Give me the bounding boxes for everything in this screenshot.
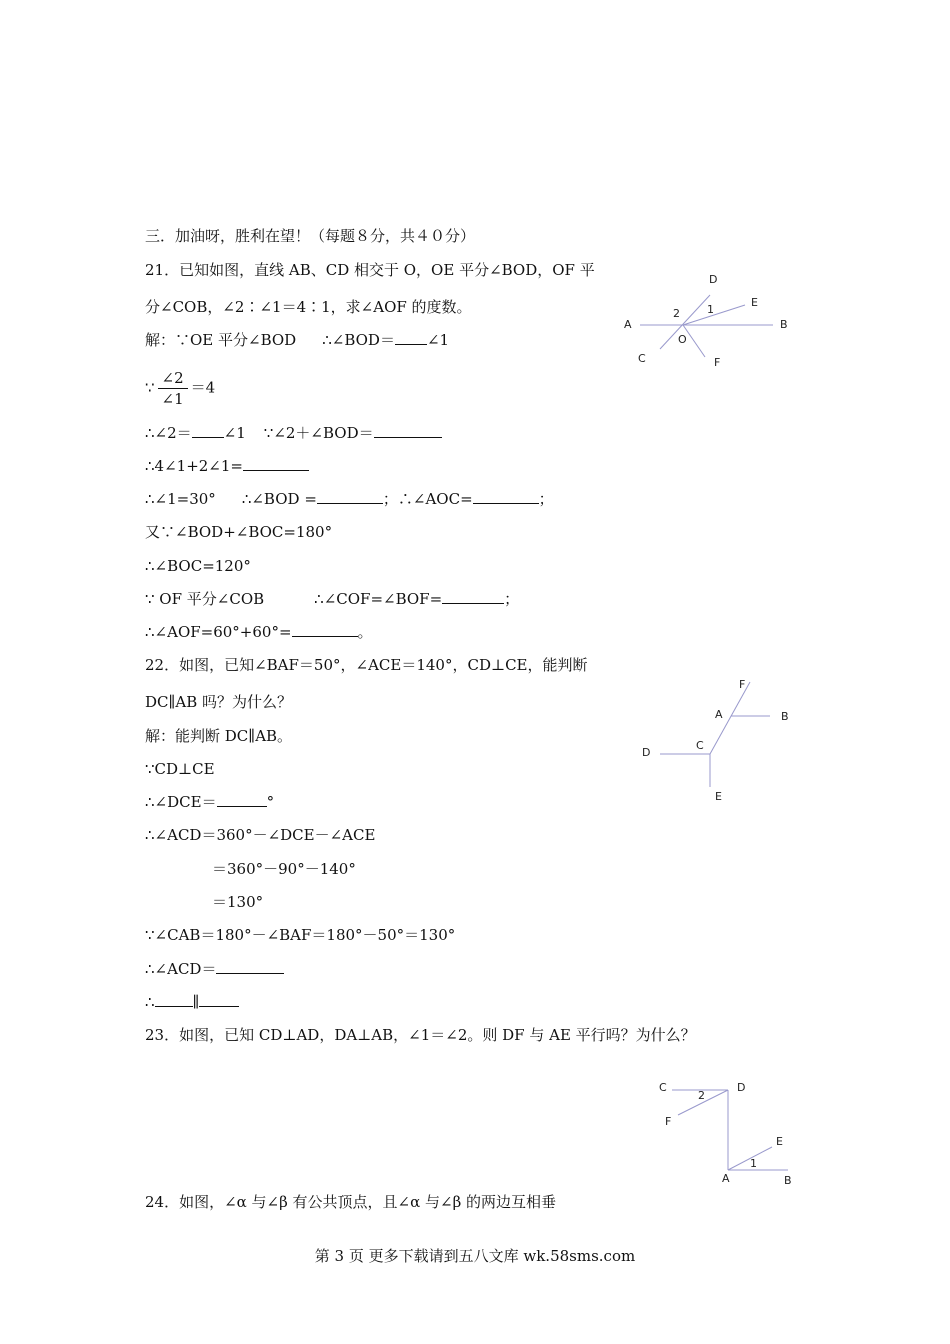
q23-figure	[650, 1075, 800, 1190]
label-e: E	[776, 1135, 783, 1148]
q22-sol9b: ∥	[192, 993, 200, 1011]
q22-solution-3	[145, 792, 274, 812]
q22-solution-6: ＝130°	[212, 893, 264, 911]
q21-sol8a: ∵ OF 平分∠COB	[145, 590, 265, 608]
label-d: D	[709, 273, 718, 286]
label-c: C	[638, 352, 646, 365]
answer-blank[interactable]	[395, 330, 427, 345]
label-f: F	[739, 678, 746, 691]
answer-blank[interactable]	[473, 489, 539, 504]
q21-solution-4	[145, 456, 309, 476]
q21-sol9a: ∴∠AOF=60°+60°=	[145, 623, 292, 641]
q22-solution-4: ∴∠ACD＝360°－∠DCE－∠ACE	[145, 826, 376, 844]
label-a: A	[722, 1172, 730, 1185]
answer-blank[interactable]	[155, 992, 193, 1007]
answer-blank[interactable]	[216, 959, 284, 974]
q21-sol9b: 。	[357, 623, 373, 641]
q21-sol5d: ；	[538, 490, 554, 508]
answer-blank[interactable]	[442, 589, 504, 604]
answer-blank[interactable]	[199, 992, 239, 1007]
q23-text-line1: 23．如图，已知 CD⊥AD，DA⊥AB，∠1＝∠2。则 DF 与 AE 平行吗？为什么？	[145, 1026, 696, 1044]
q22-solution-5: ＝360°－90°－140°	[212, 860, 356, 878]
q21-solution-1	[145, 330, 449, 350]
label-c: C	[659, 1081, 667, 1094]
answer-blank[interactable]	[217, 792, 267, 807]
q21-sol3b: ∠1	[223, 424, 246, 442]
q22-text-line2: DC∥AB 吗？为什么？	[145, 693, 293, 711]
q22-sol3a: ∴∠DCE＝	[145, 793, 217, 811]
q21-sol1c: ∠1	[426, 331, 450, 349]
q22-solution-8	[145, 959, 284, 979]
label-angle-2: 2	[698, 1089, 705, 1102]
q21-solution-8	[145, 589, 519, 609]
q21-sol4: ∴4∠1+2∠1=	[145, 457, 243, 475]
q22-solution-9	[145, 992, 239, 1012]
q21-sol1a: 解：∵OE 平分∠BOD	[145, 331, 297, 349]
label-e: E	[751, 296, 758, 309]
q22-solution-2: ∵CD⊥CE	[145, 760, 215, 778]
q21-figure	[615, 265, 800, 375]
q21-sol2-eq: ＝4	[190, 378, 216, 397]
q21-solution-3	[145, 423, 442, 443]
q21-sol5a: ∴∠1=30°	[145, 490, 216, 508]
label-a: A	[715, 708, 723, 721]
label-angle-1: 1	[707, 303, 714, 316]
answer-blank[interactable]	[317, 489, 383, 504]
q21-sol1b: ∴∠BOD＝	[322, 331, 395, 349]
ray-oe	[683, 305, 745, 325]
label-o: O	[678, 333, 687, 346]
q21-solution-2	[145, 368, 215, 409]
label-d: D	[642, 746, 651, 759]
label-angle-1: 1	[750, 1157, 757, 1170]
answer-blank[interactable]	[292, 622, 358, 637]
q22-text-line1: 22．如图，已知∠BAF＝50°，∠ACE＝140°，CD⊥CE，能判断	[145, 656, 588, 674]
q21-text-line1: 21．已知如图，直线 AB、CD 相交于 O，OE 平分∠BOD，OF 平	[145, 261, 595, 279]
answer-blank[interactable]	[374, 423, 442, 438]
q21-solution-6: 又∵∠BOD+∠BOC=180°	[145, 523, 333, 541]
page-footer: 第 3 页 更多下载请到五八文库 wk.58sms.com	[314, 1247, 636, 1265]
answer-blank[interactable]	[192, 423, 224, 438]
q21-solution-7: ∴∠BOC=120°	[145, 557, 251, 575]
q22-sol8: ∴∠ACD＝	[145, 960, 217, 978]
q21-sol5b: ∴∠BOD =	[241, 490, 317, 508]
q21-solution-9	[145, 622, 373, 642]
label-f: F	[665, 1115, 672, 1128]
label-b: B	[784, 1174, 792, 1187]
label-a: A	[624, 318, 632, 331]
q21-sol8c: ；	[504, 590, 520, 608]
q22-solution-7: ∵∠CAB＝180°－∠BAF＝180°－50°＝130°	[145, 926, 456, 944]
label-e: E	[715, 790, 722, 803]
q21-sol3c: ∵∠2＋∠BOD＝	[263, 424, 374, 442]
because-symbol: ∵	[145, 378, 155, 397]
label-d: D	[737, 1081, 746, 1094]
q21-sol3a: ∴∠2＝	[145, 424, 192, 442]
q22-figure	[635, 672, 805, 807]
label-angle-2: 2	[673, 307, 680, 320]
section-heading: 三．加油呀，胜利在望！（每题８分，共４０分）	[145, 227, 476, 245]
q22-solution-1: 解：能判断 DC∥AB。	[145, 727, 293, 745]
q21-solution-5	[145, 489, 554, 509]
q21-text-line2: 分∠COB，∠2∶∠1＝4∶1，求∠AOF 的度数。	[145, 298, 472, 316]
q22-sol3b: °	[266, 793, 275, 811]
q21-sol8b: ∴∠COF=∠BOF=	[314, 590, 443, 608]
label-b: B	[781, 710, 789, 723]
q24-text-line1: 24．如图，∠α 与∠β 有公共顶点，且∠α 与∠β 的两边互相垂	[145, 1193, 557, 1211]
label-b: B	[780, 318, 788, 331]
label-c: C	[696, 739, 704, 752]
q22-sol9a: ∴	[145, 993, 155, 1011]
fraction-numerator: ∠2	[158, 368, 188, 389]
q21-sol5c: ；∴∠AOC=	[382, 490, 473, 508]
label-f: F	[714, 356, 721, 369]
fraction-denominator: ∠1	[161, 390, 184, 408]
answer-blank[interactable]	[243, 456, 309, 471]
fraction	[158, 368, 188, 409]
